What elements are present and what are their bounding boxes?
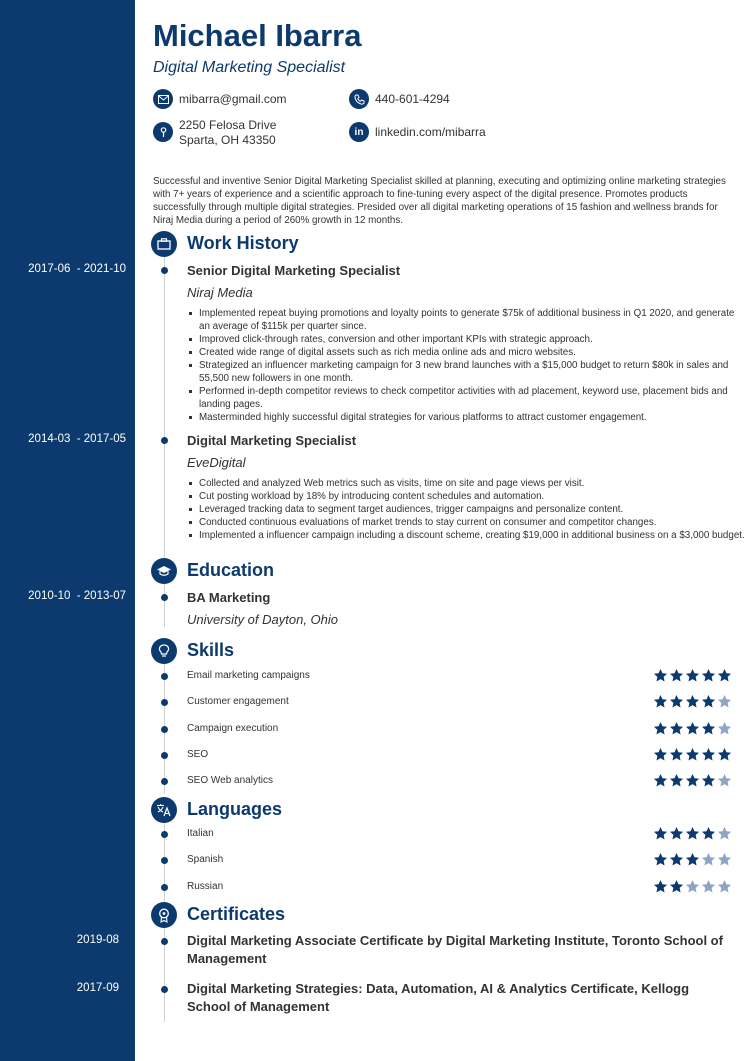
star-empty-icon (701, 852, 716, 867)
star-empty-icon (717, 879, 732, 894)
star-rating (653, 694, 732, 709)
timeline-dot (161, 778, 168, 785)
star-filled-icon (653, 879, 668, 894)
list-item: Leveraged tracking data to segment target audiences, trigger campaigns and personalize content. (199, 503, 747, 516)
job-bullets (187, 307, 747, 424)
star-empty-icon (717, 826, 732, 841)
language-name: Italian (187, 828, 214, 839)
star-rating (653, 747, 732, 762)
job-title-entry: Digital Marketing Specialist (187, 433, 357, 448)
start-date: 2014-03 (28, 433, 71, 445)
job-title: Digital Marketing Specialist (153, 59, 346, 76)
star-filled-icon (701, 826, 716, 841)
star-empty-icon (701, 879, 716, 894)
skill-name: Email marketing campaigns (187, 670, 310, 681)
star-filled-icon (701, 721, 716, 736)
timeline-dot (161, 986, 168, 993)
timeline-dot (161, 857, 168, 864)
phone-number: 440-601-4294 (375, 92, 450, 106)
star-empty-icon (717, 721, 732, 736)
timeline-dot (161, 437, 168, 444)
star-filled-icon (669, 773, 684, 788)
end-date: - 2013-07 (76, 590, 126, 602)
star-filled-icon (701, 668, 716, 683)
school-name: University of Dayton, Ohio (187, 612, 339, 627)
start-date: 2017-06 (28, 263, 71, 275)
linkedin-link[interactable]: linkedin.com/mibarra (375, 125, 486, 139)
star-filled-icon (653, 773, 668, 788)
certificate-date: 2019-08 (76, 934, 119, 946)
star-filled-icon (685, 747, 700, 762)
star-filled-icon (653, 826, 668, 841)
timeline-education (164, 584, 165, 627)
timeline-dot (161, 726, 168, 733)
star-rating (653, 721, 732, 736)
star-filled-icon (669, 694, 684, 709)
list-item: Implemented a influencer campaign including a discount scheme, creating $19,000 in additional business on a $3,000 budget. (199, 529, 747, 542)
timeline-dot (161, 831, 168, 838)
lightbulb-icon (151, 638, 177, 664)
graduation-cap-icon (151, 558, 177, 584)
skill-name: SEO Web analytics (187, 775, 273, 787)
star-rating (653, 773, 732, 788)
star-filled-icon (653, 721, 668, 736)
star-filled-icon (701, 773, 716, 788)
timeline-dot (161, 884, 168, 891)
star-filled-icon (653, 668, 668, 683)
timeline-dot (161, 752, 168, 759)
section-title-work-history: Work History (187, 233, 299, 253)
language-name: Russian (187, 880, 224, 892)
star-empty-icon (717, 694, 732, 709)
timeline-dot (161, 267, 168, 274)
star-filled-icon (653, 694, 668, 709)
company-name: Niraj Media (187, 285, 253, 300)
phone-icon (349, 89, 369, 109)
timeline-dot (161, 673, 168, 680)
candidate-name: Michael Ibarra (153, 18, 362, 53)
education-dates (0, 590, 126, 602)
star-filled-icon (685, 852, 700, 867)
skill-name: SEO (187, 748, 209, 760)
list-item: Implemented repeat buying promotions and loyalty points to generate $75k of additional business in Q1 2020, and generate an average of $115k per quarter since. (199, 307, 747, 333)
star-filled-icon (669, 747, 684, 762)
star-rating (653, 826, 732, 841)
company-name: EveDigital (187, 455, 246, 470)
skill-name: Customer engagement (187, 696, 289, 708)
degree: BA Marketing (187, 590, 271, 605)
star-filled-icon (717, 747, 732, 762)
star-filled-icon (701, 747, 716, 762)
professional-summary: Successful and inventive Senior Digital Marketing Specialist skilled at planning, executing and optimizing online marketing strategies with 7+ years of experience and a scientific approach to fine-tuning every aspect of the digital presence. Promotes products successfully through multiple digital strategies. Presided over all digital marketing operations of 15 fashion and wellness brands for Niraj Media during a period of 260% growth in 12 months. (153, 176, 726, 226)
certificate-title: Digital Marketing Associate Certificate by Digital Marketing Institute, Toronto School of Management (187, 933, 723, 966)
star-empty-icon (717, 852, 732, 867)
timeline-dot (161, 594, 168, 601)
list-item: Conducted continuous evaluations of market trends to stay current on consumer and competitor changes. (199, 516, 747, 529)
star-rating (653, 668, 732, 683)
address (179, 118, 276, 148)
job-bullets (187, 477, 747, 542)
star-empty-icon (717, 773, 732, 788)
list-item: Performed in-depth competitor reviews to check competitor activities with ad placement, keyword use, placement bids and landing pages. (199, 385, 747, 411)
star-filled-icon (669, 721, 684, 736)
job-title-entry: Senior Digital Marketing Specialist (187, 263, 401, 278)
star-filled-icon (669, 826, 684, 841)
section-title-skills: Skills (187, 640, 235, 660)
certificate-date: 2017-09 (76, 982, 119, 994)
star-empty-icon (685, 879, 700, 894)
star-filled-icon (685, 668, 700, 683)
star-filled-icon (685, 694, 700, 709)
address-line-2: Sparta, OH 43350 (179, 133, 276, 147)
star-rating (653, 879, 732, 894)
star-filled-icon (685, 773, 700, 788)
star-filled-icon (669, 852, 684, 867)
section-title-education: Education (187, 560, 275, 580)
star-filled-icon (701, 694, 716, 709)
job-dates (0, 263, 126, 275)
timeline-dot (161, 699, 168, 706)
star-filled-icon (653, 852, 668, 867)
sidebar (0, 0, 135, 1061)
job-dates (0, 433, 126, 445)
star-filled-icon (685, 826, 700, 841)
envelope-icon (153, 89, 173, 109)
translate-icon (151, 797, 177, 823)
section-title-certificates: Certificates (187, 904, 286, 924)
list-item: Cut posting workload by 18% by introducing content schedules and automation. (199, 490, 747, 503)
star-filled-icon (669, 668, 684, 683)
end-date: - 2021-10 (76, 263, 126, 275)
list-item: Strategized an influencer marketing campaign for 3 new brand launches with a $15,000 budget to return $80k in sales and 55,500 new followers in one month. (199, 359, 747, 385)
list-item: Masterminded highly successful digital strategies for various platforms to attract customer engagement. (199, 411, 747, 424)
email-link[interactable]: mibarra@gmail.com (179, 92, 287, 106)
timeline-work (164, 257, 165, 563)
end-date: - 2017-05 (76, 433, 126, 445)
star-filled-icon (653, 747, 668, 762)
list-item: Created wide range of digital assets such as rich media online ads and micro websites. (199, 346, 747, 359)
location-pin-icon (153, 122, 173, 142)
star-filled-icon (717, 668, 732, 683)
award-icon (151, 902, 177, 928)
linkedin-icon: in (349, 122, 369, 142)
list-item: Improved click-through rates, conversion and other important KPIs with strategic approach. (199, 333, 747, 346)
list-item: Collected and analyzed Web metrics such as visits, time on site and page views per visit. (199, 477, 747, 490)
briefcase-icon (151, 231, 177, 257)
start-date: 2010-10 (28, 590, 71, 602)
star-rating (653, 852, 732, 867)
star-filled-icon (685, 721, 700, 736)
skill-name: Campaign execution (187, 722, 279, 734)
timeline-dot (161, 938, 168, 945)
address-line-1: 2250 Felosa Drive (179, 118, 277, 132)
language-name: Spanish (187, 854, 224, 866)
star-filled-icon (669, 879, 684, 894)
section-title-languages: Languages (187, 799, 283, 819)
certificate-title: Digital Marketing Strategies: Data, Automation, AI & Analytics Certificate, Kellogg School of Management (187, 981, 690, 1014)
